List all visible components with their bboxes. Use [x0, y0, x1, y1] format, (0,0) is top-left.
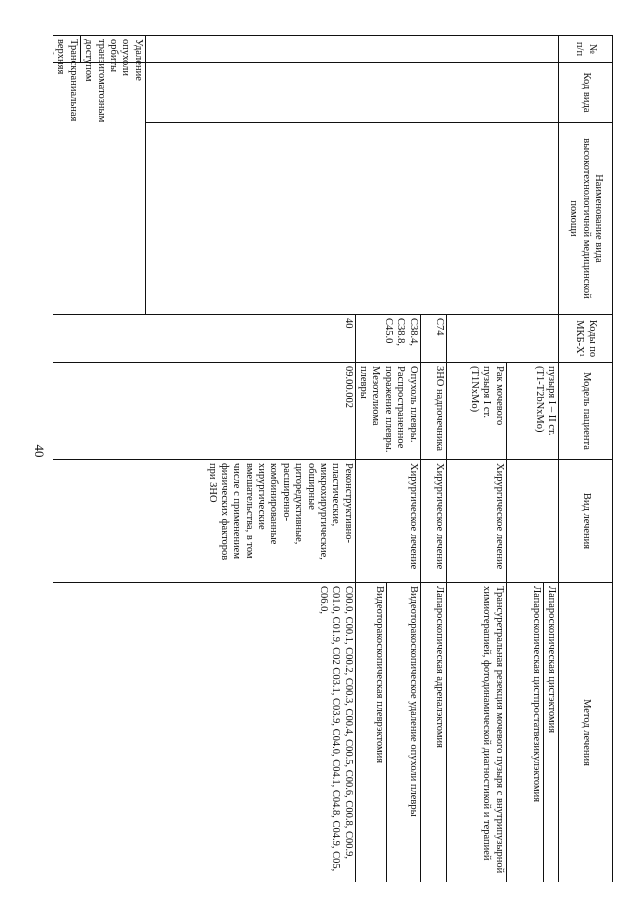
cell-no: 40	[53, 315, 355, 363]
cell-icd: C38.4, C38.8, C45.0	[355, 315, 420, 363]
header-icd: Коды по МКБ-Х¹	[559, 315, 613, 363]
cell-method: Трансуретральная резекция мочевого пузыря с внутрипузырной химиотерапией, фотодинамической диагностикой и терапией	[446, 583, 506, 883]
cell-no	[145, 36, 558, 63]
cell-icd	[446, 315, 558, 363]
cell-kind	[506, 460, 558, 583]
cell-model: Опухоль плевры. Распространенное поражение плевры. Мезотелиома плевры	[355, 363, 420, 460]
cell-name: Реконструктивно-пластические, микрохирургические, обширные циторедуктивные, расширенно-комбинированные хирургические вмешательства, в том числе с применением физических факторов при ЗНО	[53, 460, 355, 583]
cell-code	[145, 63, 558, 123]
cell-icd: C74	[420, 315, 446, 363]
cell-model: Рак мочевого пузыря I ст. (T1NxMo)	[446, 363, 506, 460]
cell-method: Видеоторакоскопическая плеврэктомия	[355, 583, 386, 883]
cell-code: 09.00.002	[53, 363, 355, 460]
cell-kind: Хирургическое лечение	[446, 460, 506, 583]
header-method: Метод лечения	[559, 583, 613, 883]
page-stage	[53, 35, 613, 882]
table-row	[543, 36, 558, 883]
header-model: Модель пациента	[559, 363, 613, 460]
cell-method: Транскраниальная верхняя	[53, 36, 80, 63]
header-name: Наименование вида высокотехнологичной медицинской помощи	[559, 123, 613, 315]
cell-method: Удаление опухоли орбиты транзигоматозным доступом	[80, 36, 145, 63]
cell-method: Лапароскопическая цистэктомия	[543, 583, 558, 883]
cell-method: Видеоторакоскопическое удаление опухоли плевры	[387, 583, 421, 883]
treatment-table	[53, 35, 613, 882]
cell-method: Лапароскопическая цистпростатвезикулэктомия	[506, 583, 543, 883]
cell-model: пузыря I – II ст. (T1-T2bNxMo)	[506, 363, 558, 460]
page-number: 40	[32, 444, 47, 458]
cell-icd: C00.0, C00.1, C00.2, C00.3, C00.4, C00.5, C00.6, C00.8, C00.9, C01.0, C01.9, C02 C03.1, C03.9, C04.0, C04.1, C04.8, C04.9, C05, C06.0,	[53, 583, 355, 883]
header-kind: Вид лечения	[559, 460, 613, 583]
header-code: Код вида	[559, 63, 613, 123]
table-header-row	[559, 36, 613, 883]
cell-kind: Хирургическое лечение	[420, 460, 446, 583]
rotated-sheet	[53, 35, 613, 882]
cell-model: ЗНО надпочечника	[420, 363, 446, 460]
cell-method: Лапароскопическая адреналэктомия	[420, 583, 446, 883]
header-no: № п/п	[559, 36, 613, 63]
cell-name	[145, 123, 558, 315]
cell-kind: Хирургическое лечение	[355, 460, 420, 583]
